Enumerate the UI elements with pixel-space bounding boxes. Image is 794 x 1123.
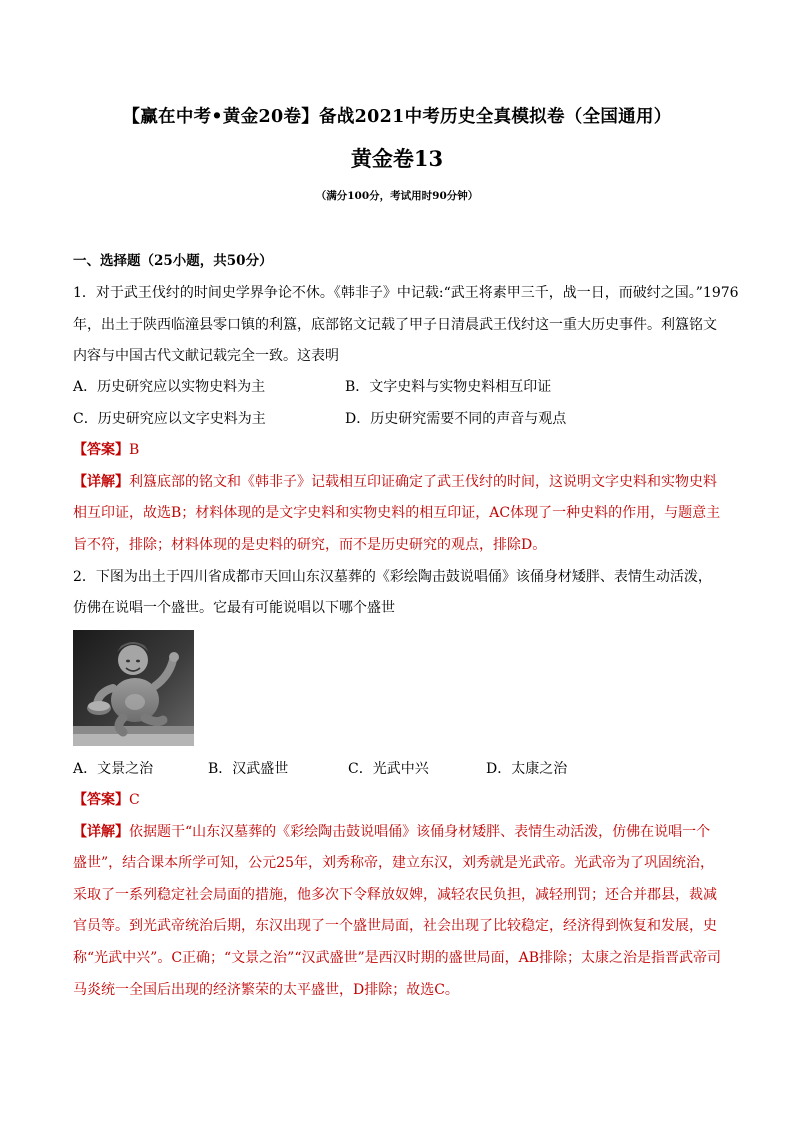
q1-answer [73, 441, 139, 459]
answer-value: C [129, 792, 140, 808]
answer-label: 【答案】 [73, 442, 129, 458]
pottery-drummer-figurine-photo [73, 630, 194, 746]
q1-stem-line: 年，出土于陕西临潼县零口镇的利簋，底部铭文记载了甲子日清晨武王伐纣这一重大历史事件。利簋铭文 [73, 317, 717, 333]
q1-detail-line: 旨不符，排除；材料体现的是史料的研究，而不是历史研究的观点，排除D。 [73, 537, 547, 553]
q1-option-d: D．历史研究需要不同的声音与观点 [345, 411, 567, 427]
q2-detail-line: 盛世”，结合课本所学可知，公元25年，刘秀称帝，建立东汉，刘秀就是光武帝。光武帝为了巩固统治， [73, 855, 714, 871]
q2-option-c: C．光武中兴 [348, 761, 429, 777]
paper-subtitle: 黄金卷13 [350, 146, 444, 171]
q2-detail-line: 称“光武中兴”。C正确；“文景之治”“汉武盛世”是西汉时期的盛世局面，AB排除；太康之治是指晋武帝司 [73, 950, 722, 966]
q1-detail-line [73, 473, 717, 491]
exam-note: （满分100分，考试用时90分钟） [315, 190, 479, 202]
q1-stem-line: 1．对于武王伐纣的时间史学界争论不休。《韩非子》中记载:“武王将素甲三千，战一日，而破纣之国。”1976 [73, 285, 739, 301]
answer-label: 【答案】 [73, 792, 129, 808]
q2-detail-line: 官员等。到光武帝统治后期，东汉出现了一个盛世局面，社会出现了比较稳定，经济得到恢复和发展，史 [73, 918, 717, 934]
q2-option-d: D．太康之治 [486, 761, 568, 777]
q2-stem-line: 2．下图为出土于四川省成都市天回山东汉墓葬的《彩绘陶击鼓说唱俑》该俑身材矮胖、表情生动活泼， [73, 569, 712, 585]
detail-label: 【详解】 [73, 474, 129, 490]
q1-stem-line: 内容与中国古代文献记载完全一致。这表明 [73, 348, 339, 364]
q1-detail-line: 相互印证，故选B；材料体现的是文字史料和实物史料的相互印证，AC体现了一种史料的作用，与题意主 [73, 505, 721, 521]
detail-text: 利簋底部的铭文和《韩非子》记载相互印证确定了武王伐纣的时间，这说明文字史料和实物史料 [129, 474, 717, 490]
q2-option-a: A．文景之治 [73, 761, 154, 777]
q2-detail-line [73, 823, 710, 841]
q1-option-a: A．历史研究应以实物史料为主 [73, 379, 266, 395]
q2-stem-line: 仿佛在说唱一个盛世。它最有可能说唱以下哪个盛世 [73, 600, 395, 616]
detail-label: 【详解】 [73, 824, 129, 840]
q2-detail-line: 马炎统一全国后出现的经济繁荣的太平盛世，D排除；故选C。 [73, 982, 459, 998]
paper-title: 【赢在中考•黄金20卷】备战2021中考历史全真模拟卷（全国通用） [122, 107, 672, 127]
q1-option-b: B．文字史料与实物史料相互印证 [345, 379, 552, 395]
answer-value: B [129, 442, 140, 458]
q2-detail-line: 采取了一系列稳定社会局面的措施，他多次下令释放奴婢，减轻农民负担，减轻刑罚；还合并郡县，裁减 [73, 887, 717, 903]
section-title: 一、选择题（25小题，共50分） [73, 253, 273, 269]
detail-text: 依据题干“山东汉墓葬的《彩绘陶击鼓说唱俑》该俑身材矮胖、表情生动活泼，仿佛在说唱一个 [129, 824, 711, 840]
q2-option-b: B．汉武盛世 [208, 761, 289, 777]
q1-option-c: C．历史研究应以文字史料为主 [73, 411, 266, 427]
q2-answer [73, 791, 140, 809]
